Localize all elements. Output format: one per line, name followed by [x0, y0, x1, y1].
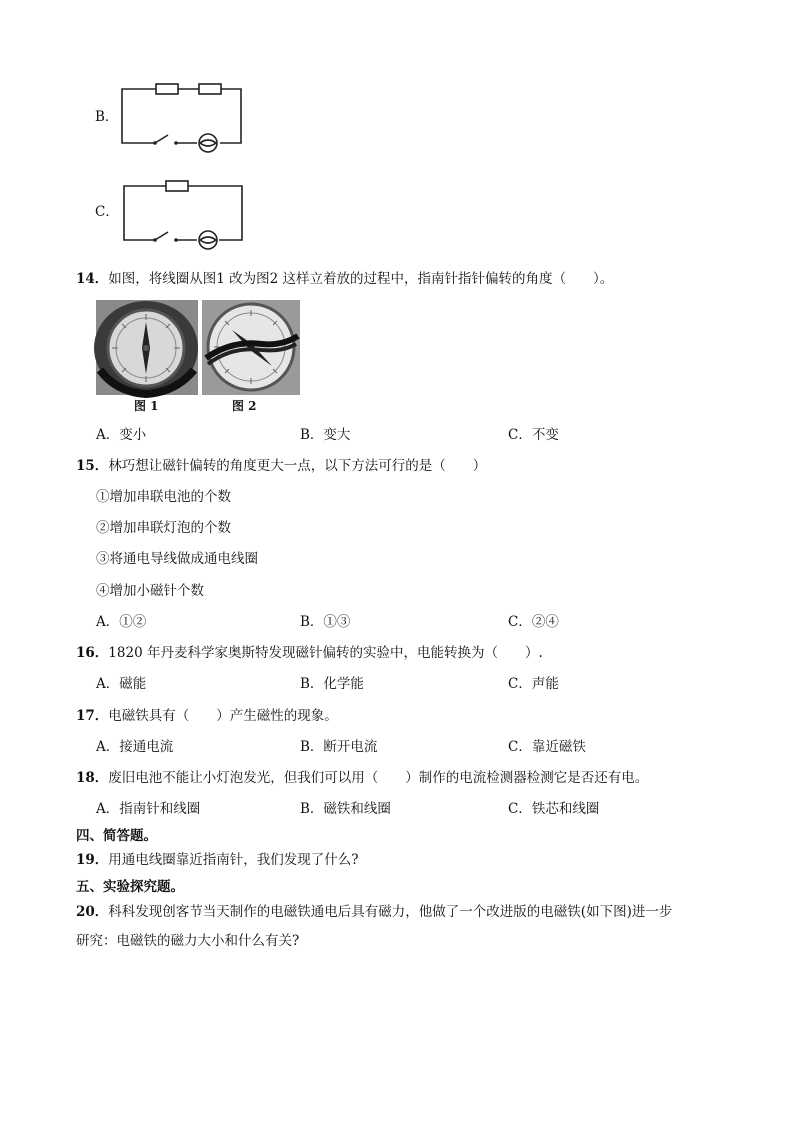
question-15 — [76, 457, 486, 475]
question-number: 17． — [76, 708, 109, 724]
q16-option-b[interactable]: B．化学能 — [300, 676, 364, 692]
question-20-line2: 研究：电磁铁的磁力大小和什么有关? — [76, 933, 300, 949]
q15-item-1: ①增加串联电池的个数 — [96, 489, 231, 505]
question-text-line1: 科科发现创客节当天制作的电磁铁通电后具有磁力，他做了一个改进版的电磁铁(如下图)进一步 — [108, 904, 673, 920]
question-17 — [76, 707, 338, 725]
q14-option-a[interactable]: A．变小 — [96, 427, 147, 443]
q14-option-c[interactable]: C．不变 — [508, 427, 559, 443]
fig1-caption: 图 1 — [134, 399, 159, 413]
q14-option-b[interactable]: B．变大 — [300, 427, 351, 443]
question-18 — [76, 769, 648, 787]
q15-item-2: ②增加串联灯泡的个数 — [96, 520, 231, 536]
question-text: 林巧想让磁针偏转的角度更大一点，以下方法可行的是（ ） — [108, 458, 487, 474]
fig2-caption: 图 2 — [232, 399, 257, 413]
q15-option-b[interactable]: B．①③ — [300, 614, 351, 630]
question-19 — [76, 851, 359, 869]
question-16 — [76, 644, 543, 662]
question-text: 1820 年丹麦科学家奥斯特发现磁针偏转的实验中，电能转换为（ ）. — [108, 645, 543, 661]
q15-option-a[interactable]: A．①② — [96, 614, 147, 630]
question-text: 废旧电池不能让小灯泡发光，但我们可以用（ ）制作的电流检测器检测它是否还有电。 — [108, 770, 649, 786]
question-14 — [76, 270, 613, 288]
question-number: 20． — [76, 904, 109, 920]
question-number: 18． — [76, 770, 109, 786]
q18-option-c[interactable]: C．铁芯和线圈 — [508, 801, 600, 817]
circuit-c-diagram — [0, 0, 794, 260]
question-text: 如图，将线圈从图1 改为图2 这样立着放的过程中，指南针指针偏转的角度（ ）。 — [108, 271, 614, 287]
question-number: 14． — [76, 271, 109, 287]
question-text: 用通电线圈靠近指南针，我们发现了什么? — [108, 852, 359, 868]
question-number: 16． — [76, 645, 109, 661]
circuit-b-label: B． — [95, 109, 119, 125]
q17-option-a[interactable]: A．接通电流 — [96, 739, 174, 755]
q17-option-c[interactable]: C．靠近磁铁 — [508, 739, 586, 755]
question-number: 19． — [76, 852, 109, 868]
q18-option-b[interactable]: B．磁铁和线圈 — [300, 801, 391, 817]
q15-option-c[interactable]: C．②④ — [508, 614, 559, 630]
q15-item-4: ④增加小磁针个数 — [96, 583, 204, 599]
section-5-title: 五、实验探究题。 — [76, 879, 184, 895]
q16-option-a[interactable]: A．磁能 — [96, 676, 147, 692]
compass-photo-fig2 — [202, 300, 300, 395]
question-text: 电磁铁具有（ ）产生磁性的现象。 — [108, 708, 338, 724]
q15-item-3: ③将通电导线做成通电线圈 — [96, 551, 258, 567]
circuit-c-label: C． — [95, 204, 119, 220]
q16-option-c[interactable]: C．声能 — [508, 676, 559, 692]
question-20 — [76, 903, 672, 921]
section-4-title: 四、简答题。 — [76, 828, 157, 844]
compass-photo-fig1 — [96, 300, 198, 395]
q17-option-b[interactable]: B．断开电流 — [300, 739, 378, 755]
q18-option-a[interactable]: A．指南针和线圈 — [96, 801, 201, 817]
question-number: 15． — [76, 458, 109, 474]
